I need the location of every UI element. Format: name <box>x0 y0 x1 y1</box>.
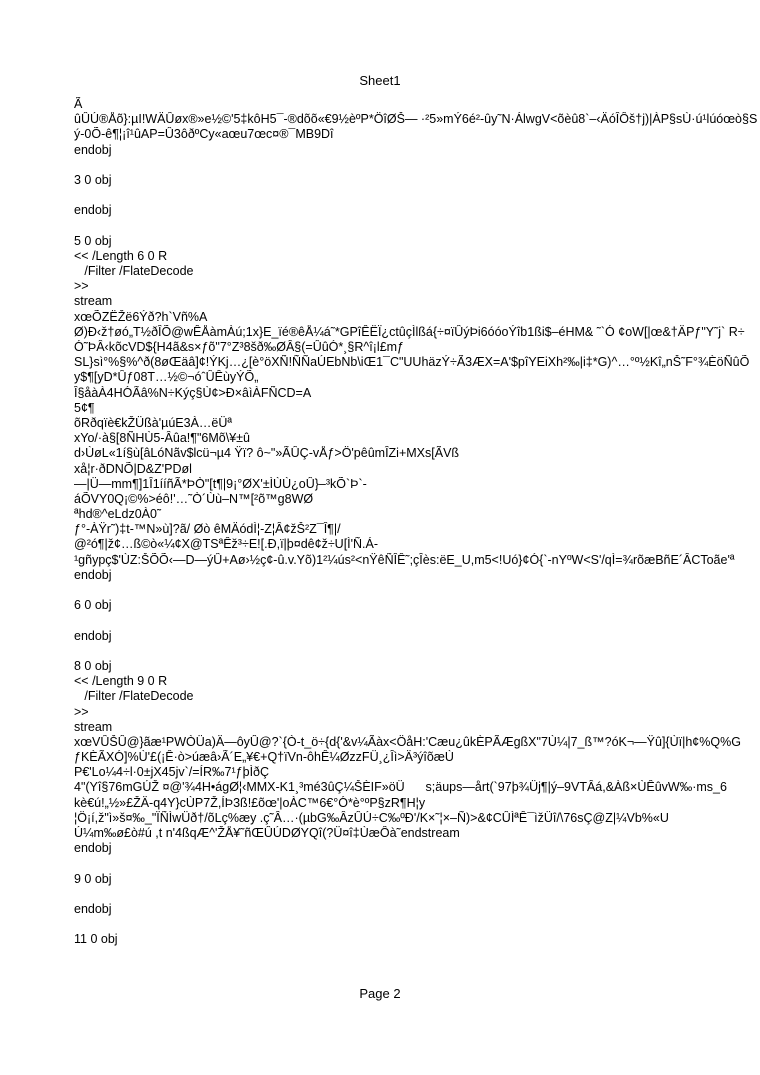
text-line <box>74 158 760 173</box>
text-line: @²ó¶|ž¢…ß©ò«¼¢X@TSªÊž³÷E![.Ð,ï|þ¤dê¢ž÷U[Ì'Ñ.Á- <box>74 537 379 552</box>
text-line: ¦Ö¡í,ž"ì»š¤‰_"ÏÑÌwÜð†/õLç%æy .ç˜Â…·(µbG‰ÂzÛÚ÷C‰ºÐ'/K×˜¦×–Ñ)>&¢CÛÌªÊ¯ìžÜî/\76sÇ@Z|¼Vb%«U <box>74 810 669 825</box>
text-line: SL}sì°%§%^ð(8øŒäâ]¢!ÝKj…¿[è°öXÑ!ÑÑaÚEbNb\iŒ1¯C"UUhäzÝ÷Ã3ÆX=A'$pîYEiXh²‰|i‡*G)^…°º½Kî„nŠ˜F°¾ÈöÑûÕ <box>74 355 750 370</box>
text-line: stream <box>74 719 113 734</box>
text-line <box>74 613 760 628</box>
text-line: 4"(Yî§76mGÚŽ ¤@'¾4H•ágØ¦‹MMX-K1¸³mé3ûÇ¼ŠÈIF»öÜ s;äups—årt(`97þ¾Üj¶|ý–9VTÂá,&Àß×ÙÊûvW‰·ms_6 <box>74 780 727 795</box>
text-line: ý-0Õ-ê¶¦¡î¹ûAP=Û3ôðºCy«aœu7œc¤®¯MB9Dî <box>74 127 334 142</box>
text-line <box>74 583 760 598</box>
text-line <box>74 856 760 871</box>
text-line: 8 0 obj <box>74 658 112 673</box>
text-line: endobj <box>74 567 112 582</box>
text-line <box>74 917 760 932</box>
text-line: ¹gñypç$'ÙZ:ŠÕÕ‹—D—ýÛ+Aø›½ç¢-û.v.Yõ)1²¼ús²<nŸêÑÎÊ˜;çÎès:ëE_U,m5<!Uó}¢Ó{`-nYºW<S'/qÌ=¾rõæBñE´ÂCToãe'ª <box>74 552 735 567</box>
text-line: endobj <box>74 203 112 218</box>
text-line: endobj <box>74 142 112 157</box>
text-line: 9 0 obj <box>74 871 112 886</box>
text-line: ƒ°-ÀŸr˜)‡t-™N»ù]?ã/ Øò êMÄódÌ¦-Z¦Â¢žŠ²Z¯Î¶|/ <box>74 522 341 537</box>
text-line: Ó˜ÞÂ‹kõcVD${H4ã&s×ƒõ"7°Z³8šð‰ØÂ§(=ÛûÓ*¸§R^î¡l£mƒ <box>74 340 405 354</box>
text-line: kè€ú!„½»£ŽÄ-q4Y}cÙP7Ž,ÍÞ3ß!£õœ'|oÀC™6€°Ó*è°ºP§zR¶H¦y <box>74 795 426 810</box>
sheet-title: Sheet1 <box>359 73 401 88</box>
text-line: xœÕZËŽë6Ýð?h`Vñ%A <box>74 309 208 324</box>
text-line: P€'Lo¼4÷l·0±jX45jv`/=ÍR‰7¹ƒþÌðÇ <box>74 765 270 780</box>
text-line: << /Length 9 0 R <box>74 674 168 689</box>
text-line: 5¢¶ <box>74 400 95 415</box>
text-line: ûÛÚ®Åõ}:µI!WÄÛøx®»e½©'5‡kôH5¯-®dõõ«€9½èºP*ÖîØŠ— ·²5»mÝ6é²-ûy˜N·ÁlwgV<õèû8`–‹ÄóÎÔš†j)|ÀP§sÙ·ú¹lúóœò§S <box>74 112 758 127</box>
text-line: áÕVY0Q¡©%>éô!'…˜Ò´Ùù–N™[²õ™g8WØ <box>74 491 314 506</box>
text-line: /Filter /FlateDecode <box>74 264 194 279</box>
text-line <box>74 188 760 203</box>
text-line: Ã <box>74 97 83 111</box>
text-line: >> <box>74 704 89 719</box>
document-body <box>74 97 760 948</box>
text-line <box>74 644 760 659</box>
text-line: Î§åàÀ4HÓÃâ%N÷Kýç§Ù¢>Ð×âìÀFÑCD=A <box>74 385 312 400</box>
text-line: 3 0 obj <box>74 172 112 187</box>
text-line: Ø)Ð‹ž†øó„T½ðÎÕ@wÊÅàmÀú;1x}E_ïé®êÅ¼á˜*GPîÊËÏ¿ctûçÌlßá{÷¤ïÛýÞi6óóoÝîb1ßi$–éHM& ˜`Ó ¢oW[|œ&†ÄPƒ"Y˜j` R÷ <box>74 324 745 339</box>
text-line: /Filter /FlateDecode <box>74 689 194 704</box>
text-line: —|Ü—mm¶]1Î1ííñÃ*ÞÒ"[t¶|9¡°ØX'±ÌÙÙ¿oÛ}–³kÕ`Þ`- <box>74 476 367 491</box>
text-line: << /Length 6 0 R <box>74 248 168 263</box>
text-line: y$¶[yD*Ûƒ08T…½©¬óˆÛÊùyÝÕ„ <box>74 370 259 385</box>
text-line: õRðqïè€kŽÜßà'µúE3À…ëÜª <box>74 415 233 430</box>
text-line: d›ÙøL«1í§ù[âLóNãv$lcü¬µ4 Ÿï? ô~"»ÃÛÇ-vÅƒ>Ö'pêûmÎZi+MXs[ÃVß <box>74 446 460 461</box>
text-line: 6 0 obj <box>74 598 112 613</box>
text-line: stream <box>74 294 113 309</box>
text-line: 11 0 obj <box>74 932 118 947</box>
text-line <box>74 219 760 234</box>
text-line: xå¦r·ðDNÕ|D&Z'PDøl <box>74 461 192 476</box>
text-line: >> <box>74 279 89 294</box>
text-line: endobj <box>74 628 112 643</box>
text-line: Ú¼m‰ø£ò#ú ,t n'4ßqÆ^'ŽÅ¥˜ñŒÛÚDØYQî(?Ü¤î‡ÙæÔà˜endstream <box>74 826 460 840</box>
text-line: xYo/·à§[8ÑHÙ5-Âûa!¶"6Mõ\¥±û <box>74 431 250 446</box>
text-line: xœVÛŠÛ@}ãæ¹PWÒÜa)Ä—ôyÛ@?`{Ò-t_ö÷{d{'&v¼Ãàx<ÖåH:'Cæu¿ûkÈPÃÆgßX"7Ù¼|7_ß™?óK¬—Ÿû]{Ùï|h¢%Q%G <box>74 734 741 749</box>
text-line: endobj <box>74 841 112 856</box>
page-footer: Page 2 <box>359 986 401 1001</box>
text-line <box>74 887 760 902</box>
text-line: ƒKÈÃXÓ]%Ù'£(¡Ê·ò>úæâ›Ã´E„¥€+Q†ïVn-ôhÊ¼ØzzFÜ¸¿Îì>Ä³ýîõæÙ <box>74 750 454 765</box>
text-line: 5 0 obj <box>74 233 112 248</box>
text-line: ªhd®^eLdz0À0˜ <box>74 507 162 522</box>
text-line: endobj <box>74 901 112 916</box>
